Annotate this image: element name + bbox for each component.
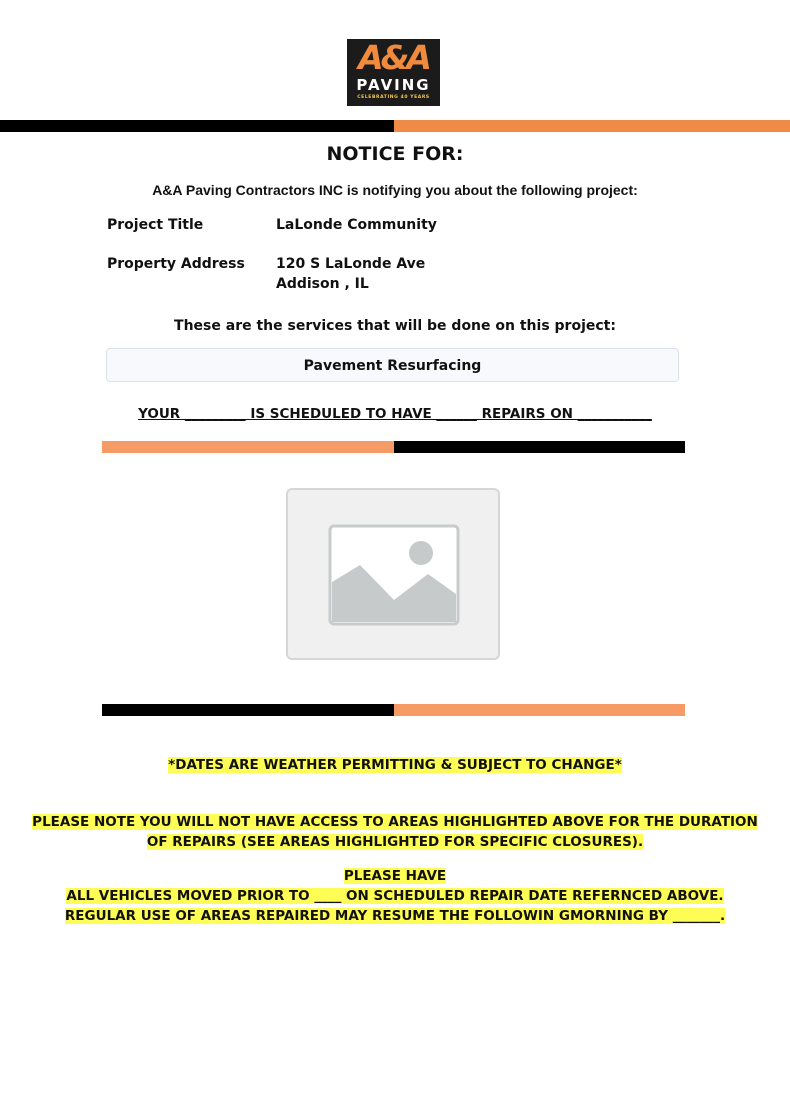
top-divider-black (0, 120, 394, 132)
resume-row (0, 905, 790, 926)
company-logo (347, 39, 440, 106)
service-item (106, 348, 679, 382)
access-note-line2: OF REPAIRS (SEE AREAS HIGHLIGHTED FOR SPECIFIC CLOSURES). (146, 834, 644, 850)
service-item-label: Pavement Resurfacing (303, 358, 482, 374)
weather-note: *DATES ARE WEATHER PERMITTING & SUBJECT TO CHANGE* (168, 757, 622, 773)
resume-line: REGULAR USE OF AREAS REPAIRED MAY RESUME THE FOLLOWIN GMORNING BY _______. (64, 908, 726, 924)
notice-title: NOTICE FOR: (326, 143, 464, 165)
vehicles-row (0, 885, 790, 906)
property-address-line1: 120 S LaLonde Ave (276, 256, 426, 272)
notice-intro: A&A Paving Contractors INC is notifying you about the following project: (152, 182, 638, 198)
project-title-value: LaLonde Community (276, 217, 437, 233)
bottom-divider-orange (394, 704, 685, 716)
top-divider-orange (394, 120, 790, 132)
weather-note-row (0, 754, 790, 775)
please-have: PLEASE HAVE (343, 868, 447, 884)
logo-brand: A&A (358, 38, 429, 77)
property-address-line2: Addison , IL (276, 276, 369, 292)
image-placeholder (286, 488, 500, 660)
mid-divider-black (394, 441, 685, 453)
logo-name: PAVING (356, 76, 431, 94)
please-have-row (0, 865, 790, 886)
bottom-divider-black (102, 704, 394, 716)
mid-divider-orange (102, 441, 394, 453)
property-address-label: Property Address (107, 256, 245, 272)
access-note-row-1 (0, 811, 790, 832)
access-note-row-2 (0, 831, 790, 852)
access-note-line1: PLEASE NOTE YOU WILL NOT HAVE ACCESS TO AREAS HIGHLIGHTED ABOVE FOR THE DURATION (32, 814, 758, 830)
project-title-label: Project Title (107, 217, 204, 233)
services-intro: These are the services that will be done on this project: (174, 318, 616, 334)
vehicles-line: ALL VEHICLES MOVED PRIOR TO ____ ON SCHEDULED REPAIR DATE REFERNCED ABOVE. (66, 888, 724, 904)
logo-tagline: CELEBRATING 40 YEARS (357, 95, 430, 100)
schedule-line: YOUR _________ IS SCHEDULED TO HAVE ______ REPAIRS ON ___________ (138, 406, 652, 422)
image-placeholder-icon (288, 490, 498, 658)
